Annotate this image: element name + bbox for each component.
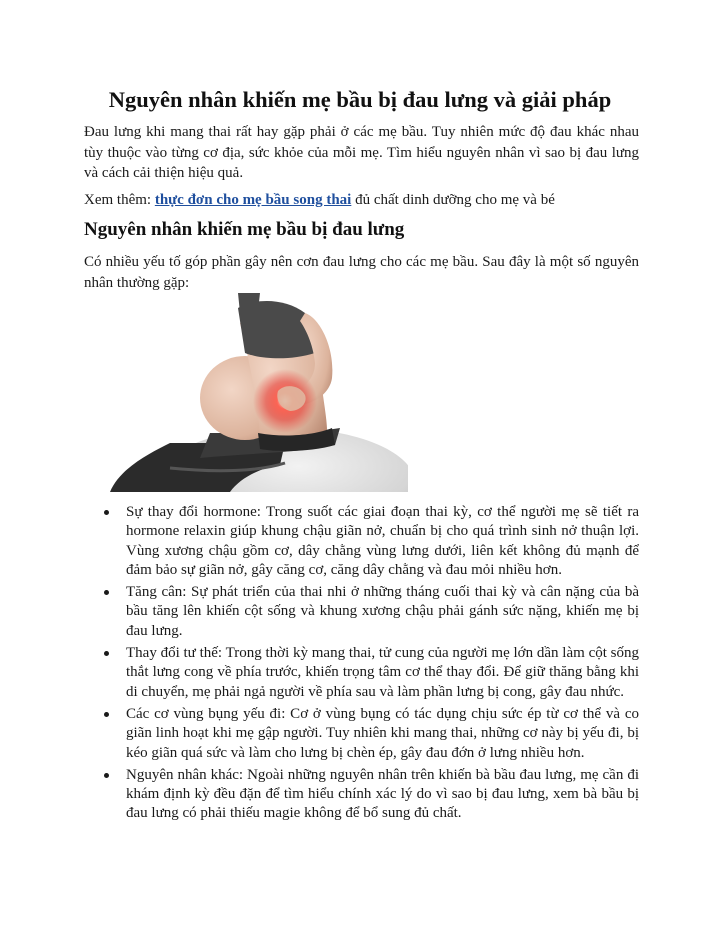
- list-item-text: Nguyên nhân khác: Ngoài những nguyên nhân trên khiến bà bầu đau lưng, mẹ cần đi khám định kỳ đều đặn để tìm hiểu chính xác lý do vì sao bị đau lưng, xem bà bầu bị đau lưng có phải thiếu magie không để bổ sung đủ chất.: [126, 766, 639, 822]
- bullet-icon: [104, 510, 109, 515]
- see-also-prefix: Xem thêm:: [84, 192, 155, 208]
- see-also-line: [84, 190, 639, 211]
- bullet-icon: [104, 590, 109, 595]
- document-title: Nguyên nhân khiến mẹ bầu bị đau lưng và giải pháp: [108, 87, 612, 112]
- see-also-suffix: đủ chất dinh dưỡng cho mẹ và bé: [351, 192, 555, 208]
- list-item: [84, 503, 639, 580]
- section-heading: Nguyên nhân khiến mẹ bầu bị đau lưng: [84, 219, 405, 240]
- section-lead-paragraph: Có nhiều yếu tố góp phần gây nên cơn đau lưng cho các mẹ bầu. Sau đây là một số nguyên nhân thường gặp:: [84, 254, 639, 291]
- list-item: [84, 583, 639, 641]
- intro-paragraph: Đau lưng khi mang thai rất hay gặp phải ở các mẹ bầu. Tuy nhiên mức độ đau khác nhau tùy thuộc vào từng cơ địa, sức khỏe của mỗi mẹ. Tìm hiểu nguyên nhân vì sao bị đau lưng và cách cải thiện hiệu quả.: [84, 124, 639, 181]
- list-item: [84, 644, 639, 702]
- pregnant-woman-back-pain-photo: [110, 293, 408, 492]
- causes-list: [84, 503, 639, 827]
- see-also-link[interactable]: thực đơn cho mẹ bầu song thai: [154, 192, 352, 208]
- list-item: [84, 766, 639, 824]
- list-item-text: Sự thay đổi hormone: Trong suốt các giai đoạn thai kỳ, cơ thể người mẹ sẽ tiết ra hormone relaxin giúp khung chậu giãn nở, chuẩn bị cho quá trình sinh nở thuận lợi. Vùng xương chậu gồm cơ, dây chằng vùng lưng dưới, liên kết không đủ mạnh để đảm bảo sự giãn nở, gây căng cơ, căng dây chằng và đau mỏi nhiều hơn.: [126, 504, 639, 578]
- bullet-icon: [104, 712, 109, 717]
- list-item: [84, 705, 639, 763]
- bullet-icon: [104, 651, 109, 656]
- list-item-text: Các cơ vùng bụng yếu đi: Cơ ở vùng bụng có tác dụng chịu sức ép từ cơ thể và co giãn linh hoạt khi mẹ gập người. Tuy nhiên khi mang thai, những cơ này bị yếu đi, bị kéo giãn quá sức và làm cho lưng bị chèn ép, gây đau đớn ở lưng nhiều hơn.: [126, 705, 639, 761]
- list-item-text: Thay đổi tư thế: Trong thời kỳ mang thai, tử cung của người mẹ lớn dần làm cột sống thắt lưng cong về phía trước, khiến trọng tâm cơ thể thay đổi. Để giữ thăng bằng khi di chuyển, mẹ phải ngả người về phía sau và làm phần lưng bị cong, gây đau nhức.: [126, 645, 639, 700]
- list-item-text: Tăng cân: Sự phát triển của thai nhi ở những tháng cuối thai kỳ và cân nặng của bà bầu tăng lên khiến cột sống và khung xương chậu phải gánh sức nặng, khiến mẹ bị đau lưng.: [126, 584, 639, 639]
- bullet-icon: [104, 773, 109, 778]
